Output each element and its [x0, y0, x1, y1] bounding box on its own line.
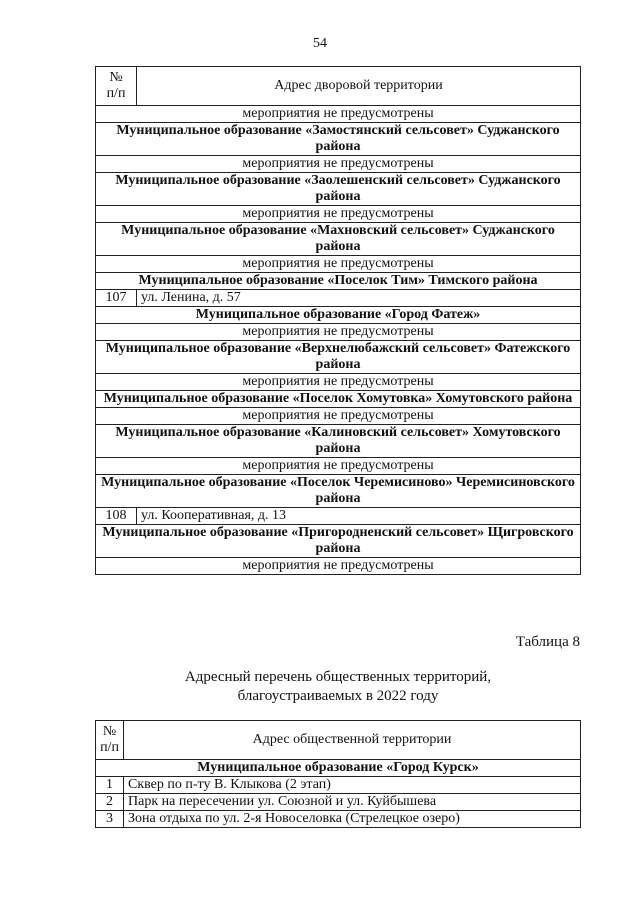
row-number: 107: [96, 290, 137, 307]
header-address: Адрес дворовой территории: [137, 67, 581, 106]
table-row: [96, 794, 581, 811]
table-title: [0, 668, 640, 706]
note-row: [96, 324, 581, 341]
no-activities-note: мероприятия не предусмотрены: [96, 408, 581, 425]
municipality-name: Муниципальное образование «Город Курск»: [96, 760, 581, 777]
municipality-name: Муниципальное образование «Махновский сельсовет» Суджанского района: [96, 223, 581, 256]
table-row: [96, 508, 581, 525]
note-row: [96, 206, 581, 223]
row-number: 1: [96, 777, 124, 794]
municipality-name: Муниципальное образование «Поселок Тим» Тимского района: [96, 273, 581, 290]
table-title-line-1: Адресный перечень общественных территорий,: [184, 669, 492, 685]
municipality-row: [96, 475, 581, 508]
table-header-row: [96, 67, 581, 106]
table-caption: Таблица 8: [515, 634, 580, 650]
municipality-name: Муниципальное образование «Верхнелюбажский сельсовет» Фатежского района: [96, 341, 581, 374]
note-row: [96, 256, 581, 273]
municipality-name: Муниципальное образование «Замостянский сельсовет» Суджанского района: [96, 123, 581, 156]
no-activities-note: мероприятия не предусмотрены: [96, 458, 581, 475]
municipality-row: [96, 425, 581, 458]
municipality-row: [96, 341, 581, 374]
row-address: Зона отдыха по ул. 2-я Новоселовка (Стрелецкое озеро): [124, 811, 581, 828]
table-header-row: [96, 721, 581, 760]
row-number: 3: [96, 811, 124, 828]
header-address: Адрес общественной территории: [124, 721, 581, 760]
municipality-name: Муниципальное образование «Город Фатеж»: [96, 307, 581, 324]
row-address: Сквер по п-ту В. Клыкова (2 этап): [124, 777, 581, 794]
municipality-row: [96, 223, 581, 256]
no-activities-note: мероприятия не предусмотрены: [96, 324, 581, 341]
no-activities-note: мероприятия не предусмотрены: [96, 156, 581, 173]
table-row: [96, 777, 581, 794]
municipality-row: [96, 525, 581, 558]
note-row: [96, 458, 581, 475]
row-address: ул. Кооперативная, д. 13: [137, 508, 581, 525]
header-number: № п/п: [96, 67, 137, 106]
table-row: [96, 811, 581, 828]
municipality-row: [96, 307, 581, 324]
municipality-name: Муниципальное образование «Заолешенский сельсовет» Суджанского района: [96, 173, 581, 206]
note-row: [96, 106, 581, 123]
municipality-row: [96, 760, 581, 777]
note-row: [96, 408, 581, 425]
row-address: ул. Ленина, д. 57: [137, 290, 581, 307]
row-number: 108: [96, 508, 137, 525]
note-row: [96, 558, 581, 575]
municipality-name: Муниципальное образование «Калиновский сельсовет» Хомутовского района: [96, 425, 581, 458]
municipality-row: [96, 391, 581, 408]
no-activities-note: мероприятия не предусмотрены: [96, 256, 581, 273]
municipality-row: [96, 273, 581, 290]
municipality-row: [96, 173, 581, 206]
row-address: Парк на пересечении ул. Союзной и ул. Куйбышева: [124, 794, 581, 811]
municipality-name: Муниципальное образование «Пригородненский сельсовет» Щигровского района: [96, 525, 581, 558]
no-activities-note: мероприятия не предусмотрены: [96, 558, 581, 575]
page-number: 54: [313, 36, 327, 51]
courtyard-territories-table: [95, 66, 581, 575]
no-activities-note: мероприятия не предусмотрены: [96, 206, 581, 223]
no-activities-note: мероприятия не предусмотрены: [96, 374, 581, 391]
table-row: [96, 290, 581, 307]
header-number: № п/п: [96, 721, 124, 760]
no-activities-note: мероприятия не предусмотрены: [96, 106, 581, 123]
note-row: [96, 374, 581, 391]
table-title-line-2: благоустраиваемых в 2022 году: [237, 688, 439, 704]
row-number: 2: [96, 794, 124, 811]
note-row: [96, 156, 581, 173]
municipality-name: Муниципальное образование «Поселок Черемисиново» Черемисиновского района: [96, 475, 581, 508]
public-territories-table: [95, 720, 581, 828]
municipality-row: [96, 123, 581, 156]
municipality-name: Муниципальное образование «Поселок Хомутовка» Хомутовского района: [96, 391, 581, 408]
